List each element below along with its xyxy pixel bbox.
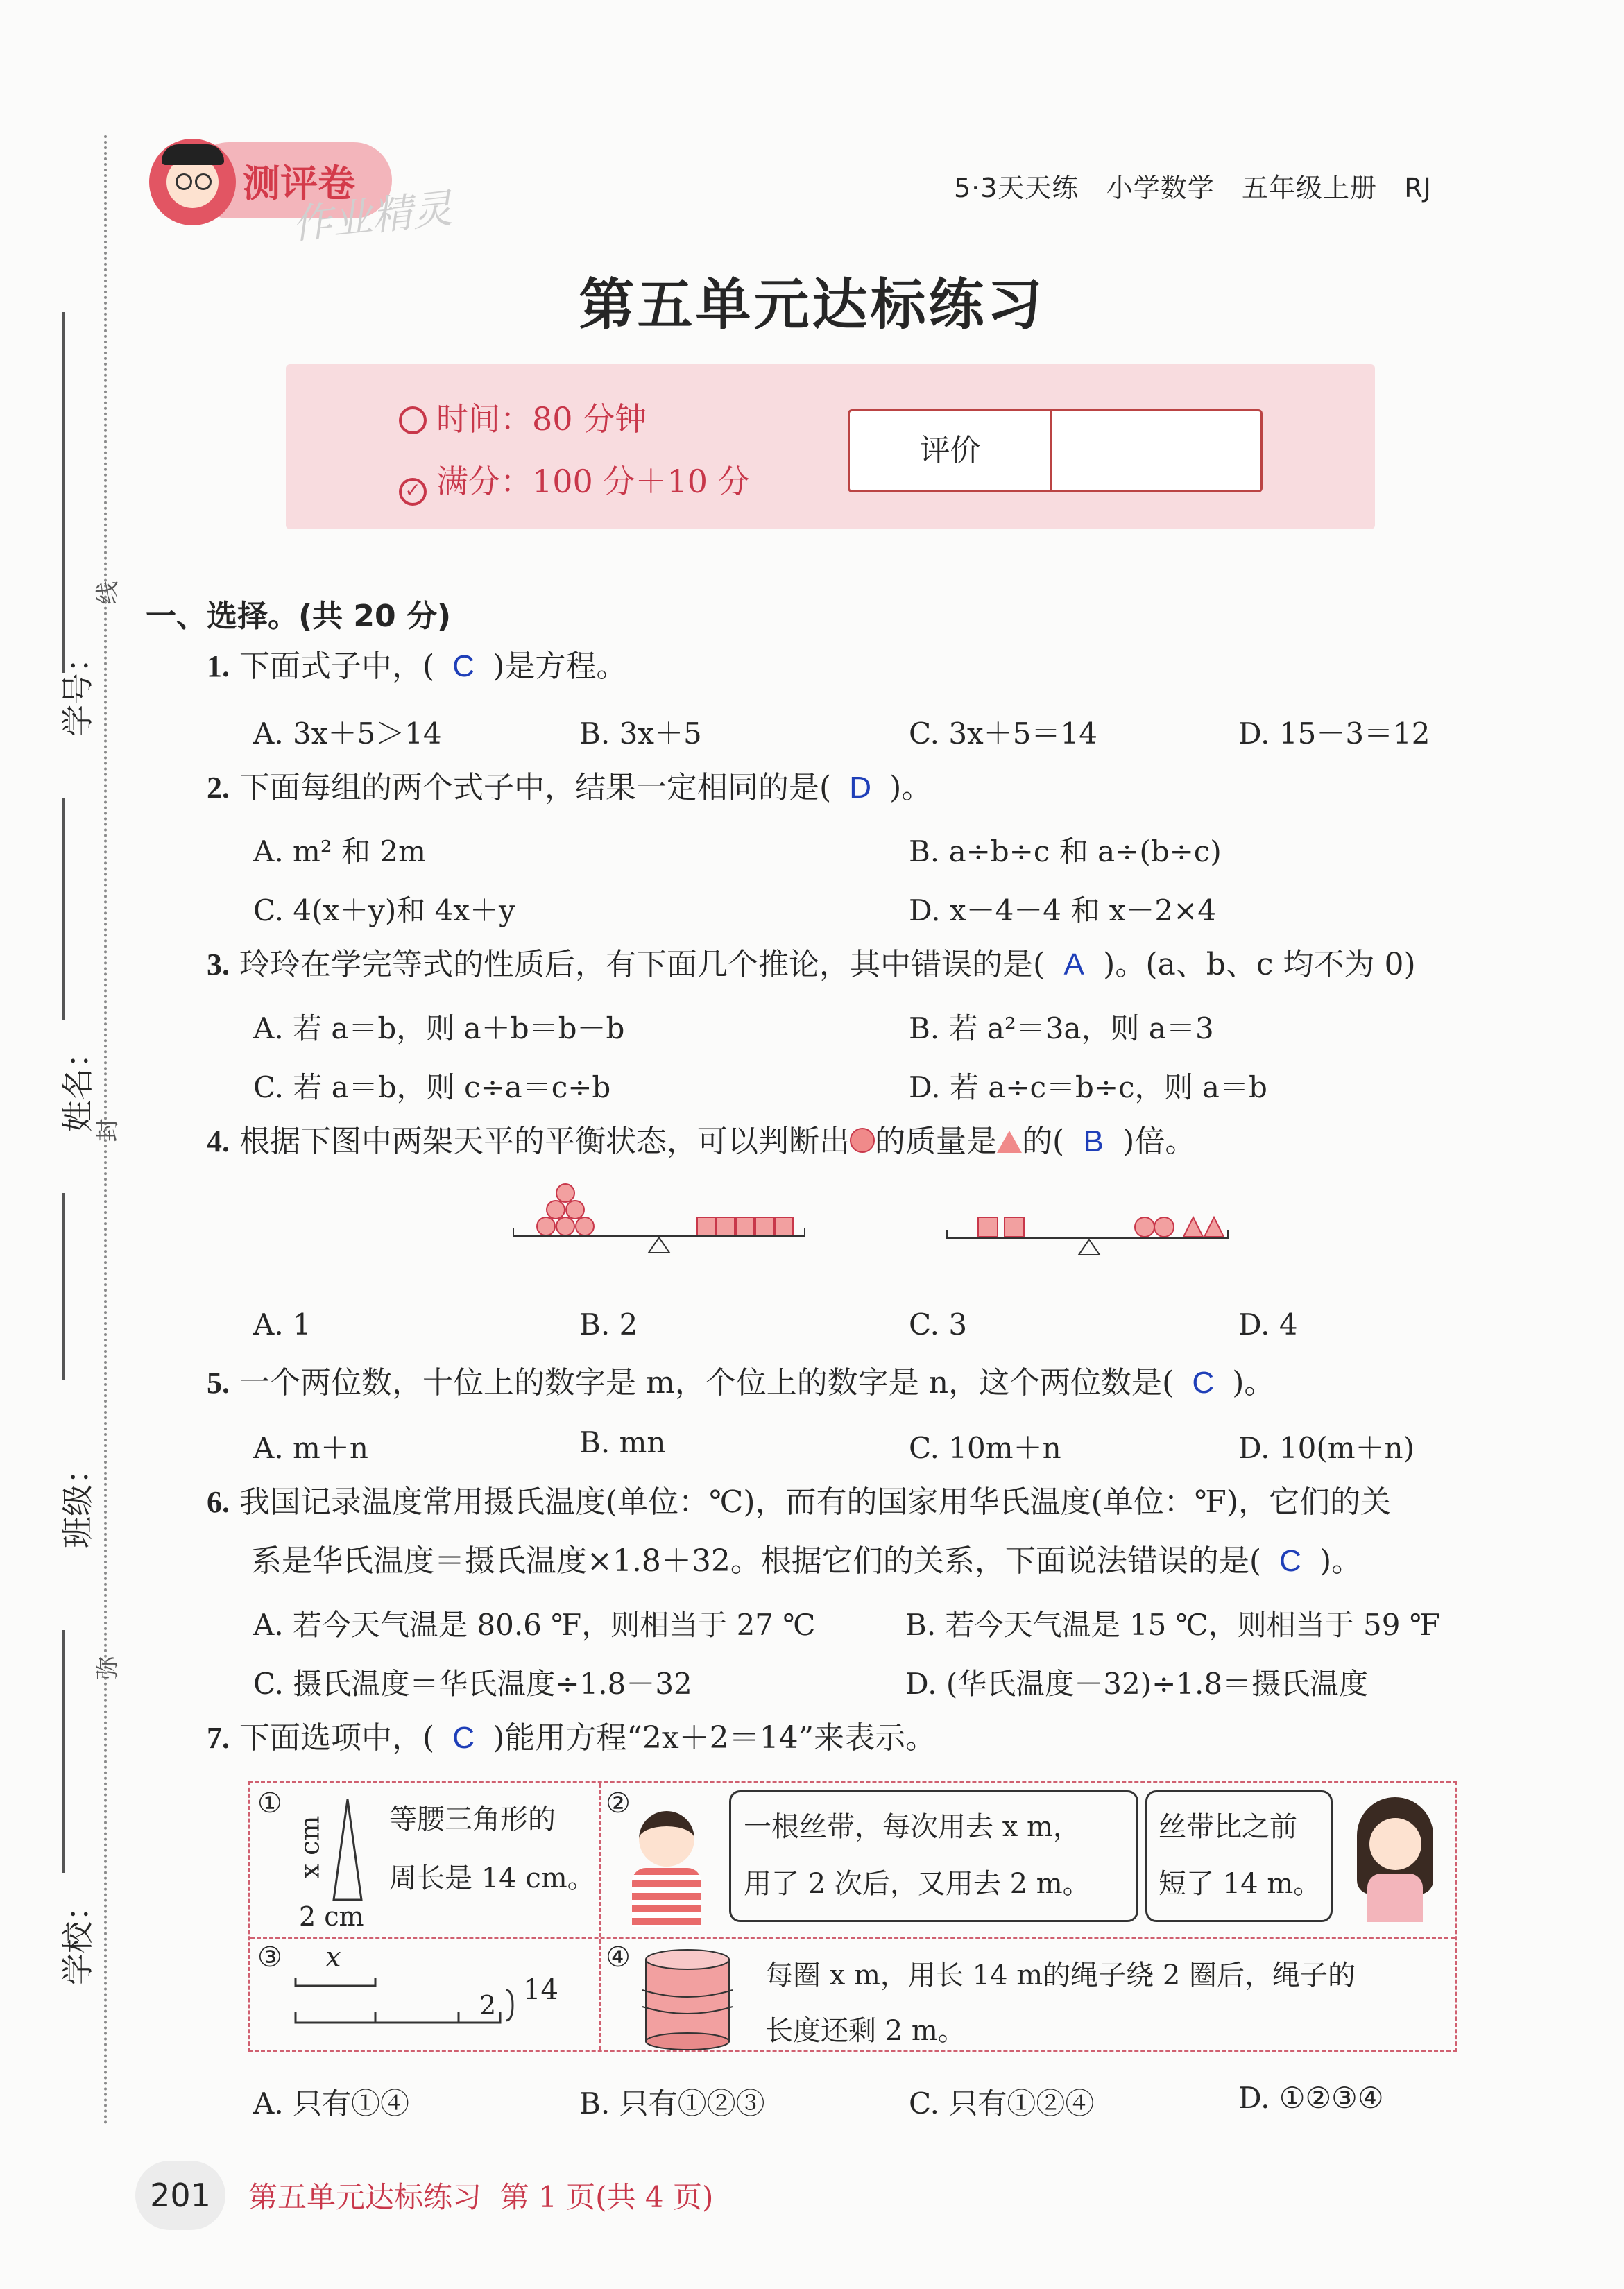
q6-stem-pre: 系是华氏温度＝摄氏温度×1.8＋32。根据它们的关系，下面说法错误的是(: [251, 1543, 1261, 1579]
seal-seal-char: 封: [94, 1118, 122, 1142]
q1-option-b[interactable]: B. 3x＋5: [579, 717, 702, 751]
q5-option-c[interactable]: C. 10m＋n: [909, 1431, 1061, 1465]
block: [697, 1217, 715, 1235]
series-name: 5·3天天练: [954, 173, 1079, 203]
q5-option-a[interactable]: A. m＋n: [253, 1431, 368, 1465]
mascot-icon: [149, 139, 236, 225]
section-heading: 一、选择。(共 20 分): [146, 599, 452, 634]
q6-option-d[interactable]: D. (华氏温度－32)÷1.8＝摄氏温度: [905, 1667, 1369, 1701]
balance-scale-2: [943, 1210, 1235, 1294]
q5-option-b[interactable]: B. mn: [579, 1425, 666, 1459]
c1-side-label: x cm: [294, 1815, 325, 1879]
triangle-icon: [997, 1131, 1022, 1153]
c1-number: ①: [257, 1788, 282, 1819]
score-text: 满分：100 分＋10 分: [436, 463, 750, 500]
question-6-line2: [251, 1543, 1362, 1580]
c3-number: ③: [257, 1941, 282, 1973]
q2-answer[interactable]: D: [849, 771, 872, 805]
page-number: 201: [135, 2161, 225, 2230]
footer-unit: 第五单元达标练习: [248, 2180, 482, 2214]
question-5: [207, 1365, 1274, 1402]
q3-option-c[interactable]: C. 若 a＝b，则 c÷a＝c÷b: [253, 1070, 611, 1104]
seal-line-char: 线: [94, 581, 122, 605]
number-label: 学号：: [59, 641, 96, 737]
class-line: [62, 1193, 65, 1380]
block: [775, 1217, 793, 1235]
q3-answer[interactable]: A: [1063, 948, 1084, 981]
q6-option-a[interactable]: A. 若今天气温是 80.6 ℉，则相当于 27 ℃: [253, 1608, 816, 1642]
q2-number: 2.: [207, 771, 230, 805]
footer-page-info: 第 1 页(共 4 页): [499, 2180, 714, 2214]
c3-x-label: x: [325, 1941, 341, 1973]
seal-mi-char: 弥: [94, 1656, 122, 1680]
q7-option-d[interactable]: D. ①②③④: [1238, 2081, 1384, 2115]
q3-stem-pre: 玲玲在学完等式的性质后，有下面几个推论，其中错误的是(: [239, 947, 1045, 982]
question-3: [207, 947, 1416, 984]
bubble1-line2: 用了 2 次后，又用去 2 m。: [744, 1868, 1091, 1900]
name-line: [62, 798, 65, 1020]
balance-scale-1: [510, 1179, 815, 1290]
triangle: [1204, 1217, 1224, 1237]
q7-stem-post: )能用方程“2x＋2＝14”来表示。: [493, 1720, 937, 1756]
badge-text: 测评卷: [243, 162, 355, 205]
q3-stem-post: )。(a、b、c 均不为 0): [1103, 947, 1416, 982]
block: [755, 1217, 773, 1235]
c1-text-1: 等腰三角形的: [389, 1803, 556, 1835]
name-label: 姓名：: [59, 1036, 96, 1132]
q4-option-a[interactable]: A. 1: [253, 1308, 311, 1341]
q7-stem-pre: 下面选项中，(: [239, 1720, 435, 1756]
q3-number: 3.: [207, 948, 230, 981]
ball: [556, 1217, 574, 1235]
q5-stem-post: )。: [1232, 1365, 1275, 1400]
c1-text-2: 周长是 14 cm。: [389, 1862, 595, 1894]
question-6: [207, 1484, 1391, 1521]
edition-name: RJ: [1404, 173, 1432, 203]
q1-option-a[interactable]: A. 3x＋5＞14: [253, 717, 442, 751]
block: [1005, 1217, 1024, 1237]
footer-text: [248, 2175, 713, 2216]
clock-icon: [399, 406, 427, 434]
c3-14-label: 14: [523, 1974, 558, 2006]
isosceles-triangle: [320, 1796, 375, 1907]
header-info: [954, 166, 1432, 205]
speech-bubble-1: [729, 1790, 1138, 1922]
ball: [547, 1201, 565, 1219]
q6-answer[interactable]: C: [1279, 1544, 1301, 1578]
q2-option-a[interactable]: A. m² 和 2m: [253, 834, 426, 868]
ball: [537, 1217, 555, 1235]
c4-text-2: 长度还剩 2 m。: [765, 2015, 966, 2047]
time-text: 时间：80 分钟: [436, 400, 647, 438]
q1-option-c[interactable]: C. 3x＋5＝14: [909, 717, 1097, 751]
q4-stem-pre: 根据下图中两架天平的平衡状态，可以判断出: [239, 1124, 850, 1159]
q2-option-b[interactable]: B. a÷b÷c 和 a÷(b÷c): [909, 834, 1222, 868]
q7-option-b[interactable]: B. 只有①②③: [579, 2086, 765, 2120]
q4-stem-mid1: 的质量是: [875, 1124, 997, 1159]
speech-bubble-2: [1145, 1790, 1333, 1922]
q5-number: 5.: [207, 1366, 230, 1400]
ball: [556, 1184, 574, 1202]
block: [978, 1217, 998, 1237]
q1-number: 1.: [207, 649, 230, 683]
q3-option-b[interactable]: B. 若 a²＝3a，则 a＝3: [909, 1011, 1214, 1045]
question-2: [207, 770, 932, 807]
q6-stem-post: )。: [1319, 1543, 1362, 1579]
eval-value[interactable]: [1052, 411, 1260, 490]
grade-name: 五年级上册: [1241, 173, 1377, 203]
cylinder-rope: [639, 1948, 736, 2051]
q5-option-d[interactable]: D. 10(m＋n): [1238, 1431, 1414, 1465]
q4-option-b[interactable]: B. 2: [579, 1308, 638, 1341]
bubble2-line1: 丝带比之前: [1159, 1811, 1297, 1843]
question-1: [207, 649, 626, 685]
c3-2-label: 2: [479, 1990, 497, 2021]
question-4: [207, 1124, 1195, 1160]
ball: [566, 1201, 584, 1219]
circle-icon: [850, 1128, 875, 1153]
q1-answer[interactable]: C: [452, 649, 475, 683]
q5-answer[interactable]: C: [1192, 1366, 1215, 1400]
bubble1-line1: 一根丝带，每次用去 x m，: [744, 1811, 1081, 1843]
q4-answer[interactable]: B: [1083, 1124, 1104, 1158]
block: [736, 1217, 754, 1235]
score-row: [399, 456, 750, 506]
q7-figure-box: [248, 1781, 1457, 2052]
ball: [576, 1217, 594, 1235]
q6-option-c[interactable]: C. 摄氏温度＝华氏温度÷1.8－32: [253, 1667, 692, 1701]
q6-number: 6.: [207, 1485, 230, 1519]
eval-box: [848, 409, 1263, 492]
q2-option-c[interactable]: C. 4(x＋y)和 4x＋y: [253, 893, 515, 927]
boy-avatar: [622, 1811, 712, 1929]
ball: [1154, 1217, 1174, 1237]
school-line: [62, 1630, 65, 1873]
q4-number: 4.: [207, 1124, 230, 1158]
ball: [1135, 1217, 1154, 1237]
q3-option-a[interactable]: A. 若 a＝b，则 a＋b＝b－b: [253, 1011, 625, 1045]
triangle: [1183, 1217, 1203, 1237]
q1-stem-pre: 下面式子中，(: [239, 649, 435, 684]
q7-option-a[interactable]: A. 只有①④: [253, 2086, 410, 2120]
school-label: 学校：: [59, 1889, 96, 1985]
c2-number: ②: [606, 1788, 631, 1819]
q4-option-c[interactable]: C. 3: [909, 1308, 968, 1341]
q2-stem-post: )。: [889, 770, 932, 805]
time-row: [399, 394, 647, 440]
c4-number: ④: [606, 1941, 631, 1973]
q6-stem-line1: 我国记录温度常用摄氏温度(单位：℃)，而有的国家用华氏温度(单位：℉)，它们的关: [239, 1484, 1391, 1520]
c4-text-1: 每圈 x m，用长 14 m的绳子绕 2 圈后，绳子的: [765, 1960, 1356, 1991]
q1-stem-post: )是方程。: [493, 649, 627, 684]
q4-stem-post: )倍。: [1122, 1124, 1196, 1159]
q7-option-c[interactable]: C. 只有①②④: [909, 2086, 1095, 2120]
c1-base-label: 2 cm: [299, 1901, 364, 1932]
class-label: 班级：: [59, 1452, 96, 1548]
page-title: 第五单元达标练习: [579, 272, 1045, 337]
q7-number: 7.: [207, 1721, 230, 1755]
check-icon: ✓: [399, 478, 427, 506]
q7-answer[interactable]: C: [452, 1721, 475, 1755]
q2-stem-pre: 下面每组的两个式子中，结果一定相同的是(: [239, 770, 832, 805]
q6-option-b[interactable]: B. 若今天气温是 15 ℃，则相当于 59 ℉: [905, 1608, 1440, 1642]
question-7: [207, 1720, 936, 1757]
girl-avatar: [1350, 1797, 1440, 1929]
number-line: [62, 312, 65, 673]
q4-stem-mid2: 的(: [1022, 1124, 1065, 1159]
q2-option-d[interactable]: D. x－4－4 和 x－2×4: [909, 893, 1217, 927]
q1-option-d[interactable]: D. 15－3＝12: [1238, 717, 1430, 751]
bubble2-line2: 短了 14 m。: [1159, 1868, 1322, 1900]
subject-name: 小学数学: [1106, 173, 1215, 203]
eval-label: 评价: [850, 411, 1052, 490]
watermark: 作业精灵: [289, 185, 455, 248]
q4-option-d[interactable]: D. 4: [1238, 1308, 1298, 1341]
q5-stem-pre: 一个两位数，十位上的数字是 m，个位上的数字是 n，这个两位数是(: [239, 1365, 1174, 1400]
block: [717, 1217, 735, 1235]
q3-option-d[interactable]: D. 若 a÷c＝b÷c，则 a＝b: [909, 1070, 1267, 1104]
